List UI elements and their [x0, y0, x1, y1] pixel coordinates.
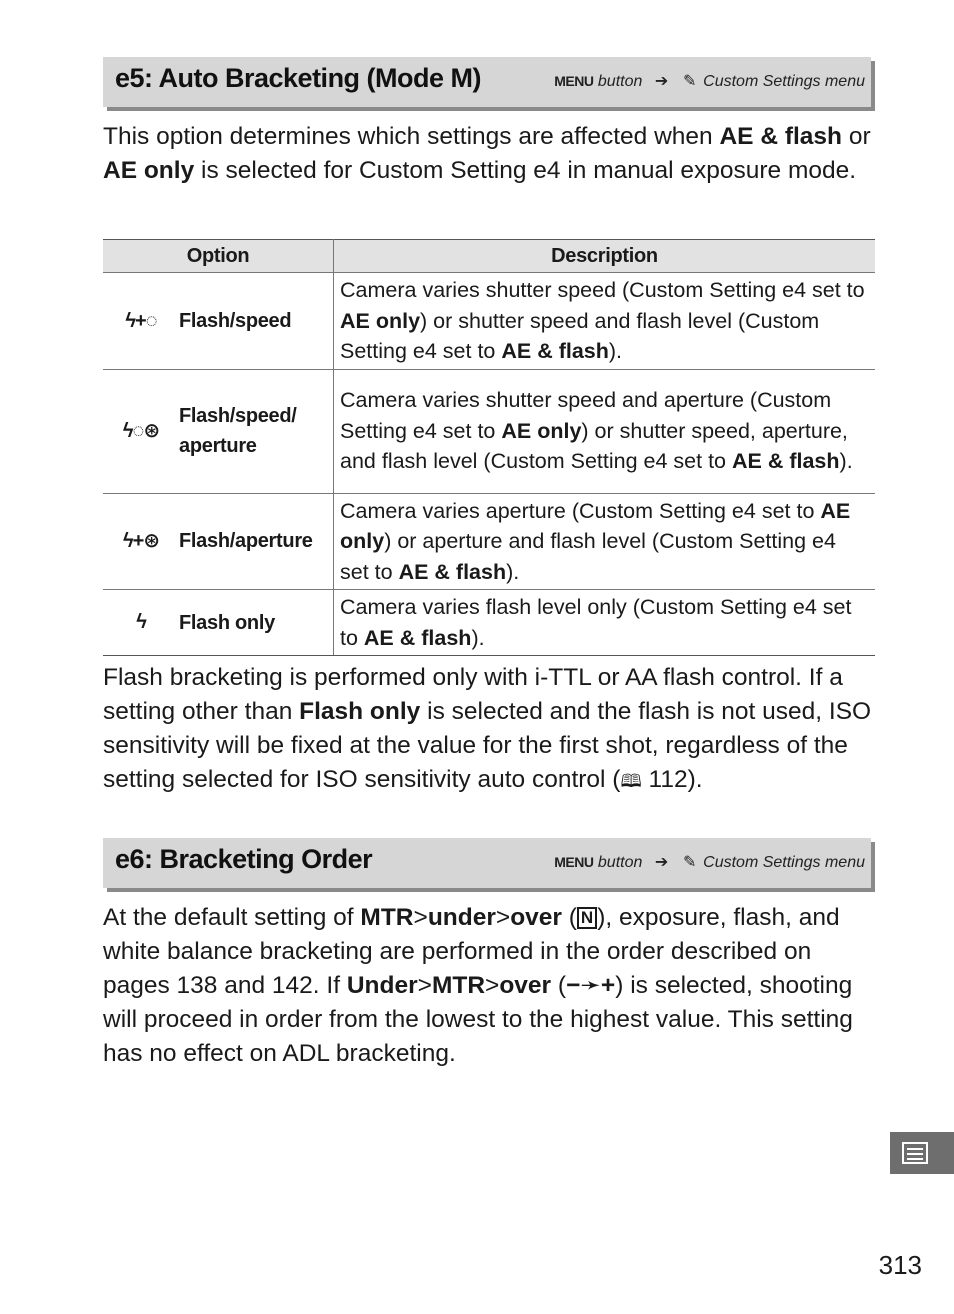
table-row: [103, 590, 875, 656]
section-header-e5: [103, 57, 871, 107]
arrow-right-icon: ➔: [654, 73, 669, 90]
header-description: Description: [334, 240, 876, 273]
options-table: [103, 239, 875, 656]
menu-button-label: MENU: [554, 73, 594, 89]
option-label: Flash/aperture: [179, 530, 313, 553]
flash-speed-icon: ϟ+◌: [125, 309, 157, 332]
flash-speed-aperture-icon: ϟ◌⊛: [122, 419, 160, 442]
pencil-icon: ✎: [682, 854, 697, 871]
option-description: Camera varies shutter speed and aperture (Custom Setting e4 set to AE only) or shutter speed, aperture, and flash level (Custom Setting e4 set to AE & flash).: [334, 369, 876, 493]
e5-note-paragraph: Flash bracketing is performed only with i-TTL or AA flash control. If a setting other than Flash only is selected and the flash is not used, ISO sensitivity will be fixed at the value for the first shot, regardless of the setting selected for ISO sensitivity auto control (🕮 112).: [103, 664, 872, 793]
section-header-e6: [103, 838, 871, 888]
minus-to-plus-icon: −➛+: [566, 972, 616, 999]
button-word: button: [597, 854, 643, 871]
n-box-icon: N: [577, 907, 597, 929]
table-row: [103, 273, 875, 370]
menu-path-e5: [554, 71, 865, 91]
section-title-e6: e6: Bracketing Order: [115, 844, 373, 874]
option-label: Flash only: [179, 611, 275, 634]
table-header-row: [103, 240, 875, 273]
e5-intro-paragraph: This option determines which settings are affected when AE & flash or AE only is selected for Custom Setting e4 in manual exposure mode.: [103, 123, 871, 184]
menu-button-label: MENU: [554, 854, 594, 870]
menu-list-tab-icon: [890, 1132, 954, 1174]
custom-settings-menu-label: Custom Settings menu: [703, 73, 865, 90]
flash-aperture-icon: ϟ+⊛: [122, 530, 160, 552]
option-description: Camera varies aperture (Custom Setting e4 set to AE only) or aperture and flash level (Custom Setting e4 set to AE & flash).: [334, 493, 876, 590]
arrow-right-icon: ➔: [654, 854, 669, 871]
table-row: [103, 493, 875, 590]
section-title-e5: e5: Auto Bracketing (Mode M): [115, 63, 482, 93]
table-row: [103, 369, 875, 493]
header-option: Option: [103, 240, 334, 273]
pencil-icon: ✎: [682, 73, 697, 90]
button-word: button: [597, 73, 643, 90]
custom-settings-menu-label: Custom Settings menu: [703, 854, 865, 871]
flash-icon: ϟ: [136, 611, 146, 634]
menu-path-e6: [554, 852, 865, 872]
option-description: Camera varies shutter speed (Custom Setting e4 set to AE only) or shutter speed and flash level (Custom Setting e4 set to AE & flash).: [334, 273, 876, 370]
option-description: Camera varies flash level only (Custom Setting e4 set to AE & flash).: [334, 590, 876, 656]
page-number: 313: [878, 1250, 922, 1280]
book-reference-icon: 🕮: [620, 771, 642, 791]
e6-body-paragraph: At the default setting of MTR>under>over ( N ), exposure, flash, and white balance bracketing are performed in the order described on pages 138 and 142. If Under>MTR>over (−➛+) is selected, shooting will proceed in order from the lowest to the highest value. This setting has no effect on ADL bracketing.: [103, 904, 853, 1067]
option-label: Flash/speed/ aperture: [179, 405, 297, 457]
option-label: Flash/speed: [179, 309, 292, 332]
